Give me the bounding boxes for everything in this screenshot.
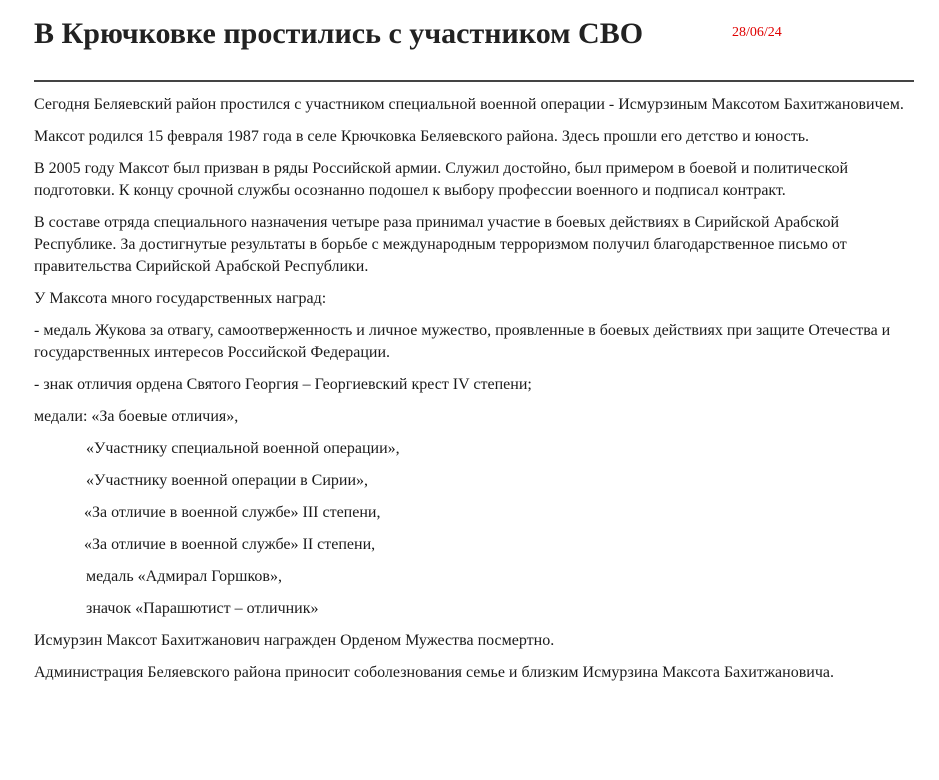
paragraph: - знак отличия ордена Святого Георгия – Георгиевский крест IV степени; bbox=[34, 376, 532, 393]
paragraph: Максот родился 15 февраля 1987 года в селе Крючковка Беляевского района. Здесь прошли его детство и юность. bbox=[34, 128, 810, 145]
medal-item: значок «Парашютист – отличник» bbox=[86, 600, 319, 617]
closing-paragraph: Исмурзин Максот Бахитжанович награжден Орденом Мужества посмертно. bbox=[34, 632, 555, 649]
article-title: В Крючковке простились с участником СВО bbox=[34, 17, 644, 50]
article bbox=[34, 0, 914, 684]
paragraph: В 2005 году Максот был призван в ряды Российской армии. Служил достойно, был примером в боевой и политической подготовки. К концу срочной службы осознанно подошел к выбору профессии военного и подписал контракт. bbox=[34, 160, 849, 199]
article-header bbox=[34, 0, 914, 82]
paragraph: У Максота много государственных наград: bbox=[34, 290, 327, 307]
article-date: 28/06/24 bbox=[732, 25, 782, 40]
paragraph: медали: «За боевые отличия», bbox=[34, 408, 239, 425]
paragraph: В составе отряда специального назначения четыре раза принимал участие в боевых действиях в Сирийской Арабской Республике. За достигнутые результаты в борьбе с международным терроризмом получил благодарственное письмо от правительства Сирийской Арабской Республики. bbox=[34, 214, 847, 275]
closing-paragraph: Администрация Беляевского района приносит соболезнования семье и близким Исмурзина Максота Бахитжановича. bbox=[34, 664, 834, 681]
medal-item: «Участнику военной операции в Сирии», bbox=[86, 472, 369, 489]
article-body bbox=[34, 82, 914, 684]
medal-item: «Участнику специальной военной операции», bbox=[86, 440, 400, 457]
medal-item: «За отличие в военной службе» III степени, bbox=[84, 504, 381, 521]
paragraph: - медаль Жукова за отвагу, самоотверженность и личное мужество, проявленные в боевых действиях при защите Отечества и государственных интересов Российской Федерации. bbox=[34, 322, 891, 361]
medal-item: «За отличие в военной службе» II степени, bbox=[84, 536, 376, 553]
paragraph: Сегодня Беляевский район простился с участником специальной военной операции - Исмурзиным Максотом Бахитжановичем. bbox=[34, 96, 904, 113]
medal-item: медаль «Адмирал Горшков», bbox=[86, 568, 282, 585]
